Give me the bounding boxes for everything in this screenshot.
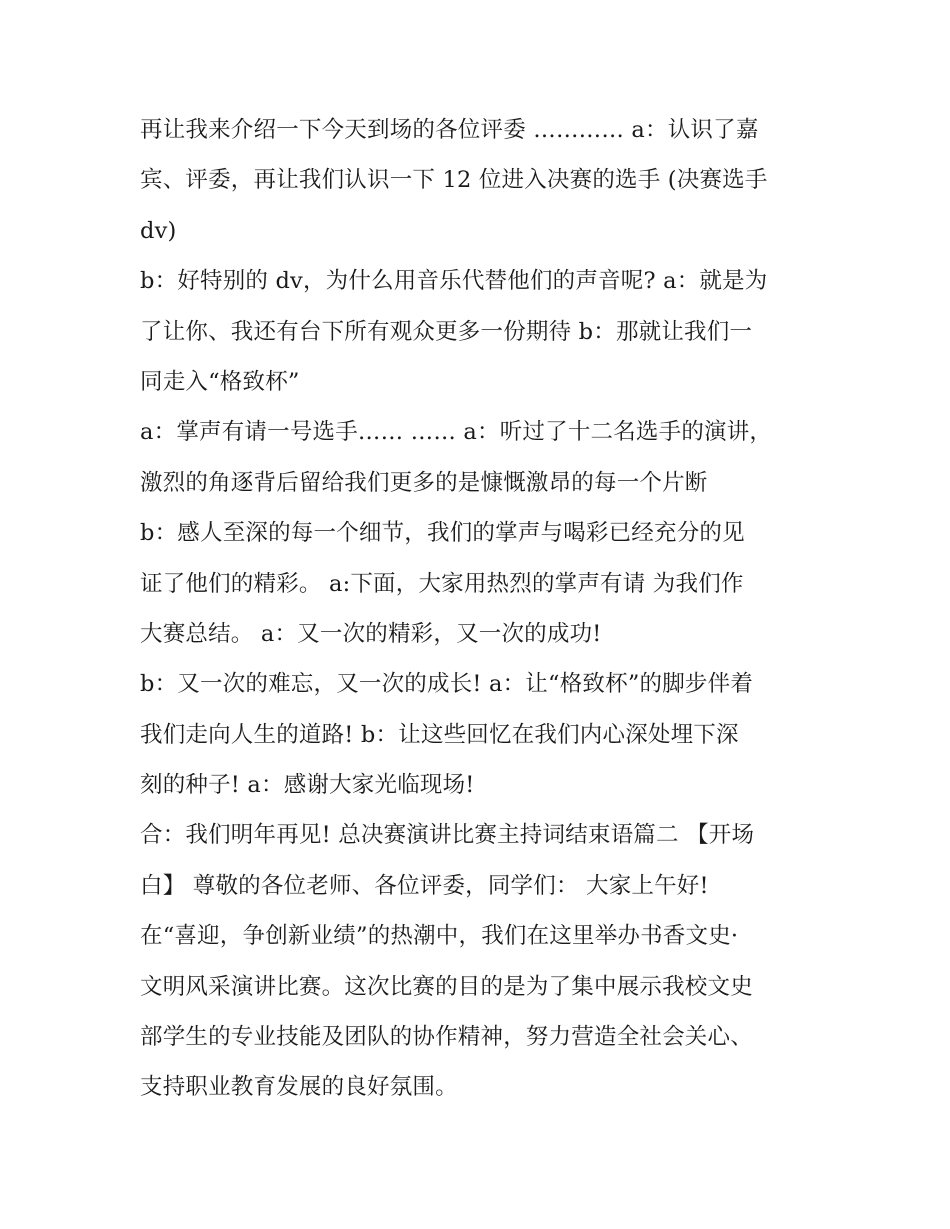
- text-line: 部学生的专业技能及团队的协作精神，努力营造全社会关心、: [140, 1024, 753, 1051]
- text-line: 大赛总结。 a：又一次的精彩，又一次的成功!: [140, 620, 602, 647]
- text-line: 白】 尊敬的各位老师、各位评委，同学们： 大家上午好!: [140, 872, 709, 899]
- text-line: b：好特别的 dv，为什么用音乐代替他们的声音呢? a：就是为: [140, 268, 768, 295]
- text-line: 证了他们的精彩。 a:下面，大家用热烈的掌声有请 为我们作: [140, 570, 744, 597]
- text-line: 我们走向人生的道路! b：让这些回忆在我们内心深处埋下深: [140, 721, 739, 748]
- text-line: 刻的种子! a：感谢大家光临现场!: [140, 772, 475, 799]
- text-line: dv): [140, 217, 177, 244]
- text-line: 文明风采演讲比赛。这次比赛的目的是为了集中展示我校文史: [140, 973, 753, 1000]
- document-body: [140, 105, 820, 1113]
- text-line: b：感人至深的每一个细节，我们的掌声与喝彩已经充分的见: [140, 520, 745, 547]
- text-line: 支持职业教育发展的良好氛围。: [140, 1074, 458, 1101]
- text-line: 激烈的角逐背后留给我们更多的是慷慨激昂的每一个片断: [140, 469, 708, 496]
- text-line: 合：我们明年再见! 总决赛演讲比赛主持词结束语篇二 【开场: [140, 822, 755, 849]
- text-line: 再让我来介绍一下今天到场的各位评委 ………… a：认识了嘉: [140, 117, 759, 143]
- text-line: 同走入“格致杯”: [140, 368, 300, 395]
- text-line: 了让你、我还有台下所有观众更多一份期待 b：那就让我们一: [140, 318, 753, 345]
- text-line: 宾、评委，再让我们认识一下 12 位进入决赛的选手 (决赛选手: [140, 167, 768, 194]
- text-line: a：掌声有请一号选手…… …… a：听过了十二名选手的演讲，: [140, 419, 773, 446]
- text-line: 在“喜迎，争创新业绩”的热潮中，我们在这里举办书香文史·: [140, 923, 739, 950]
- text-line: b：又一次的难忘，又一次的成长! a：让“格致杯”的脚步伴着: [140, 671, 754, 698]
